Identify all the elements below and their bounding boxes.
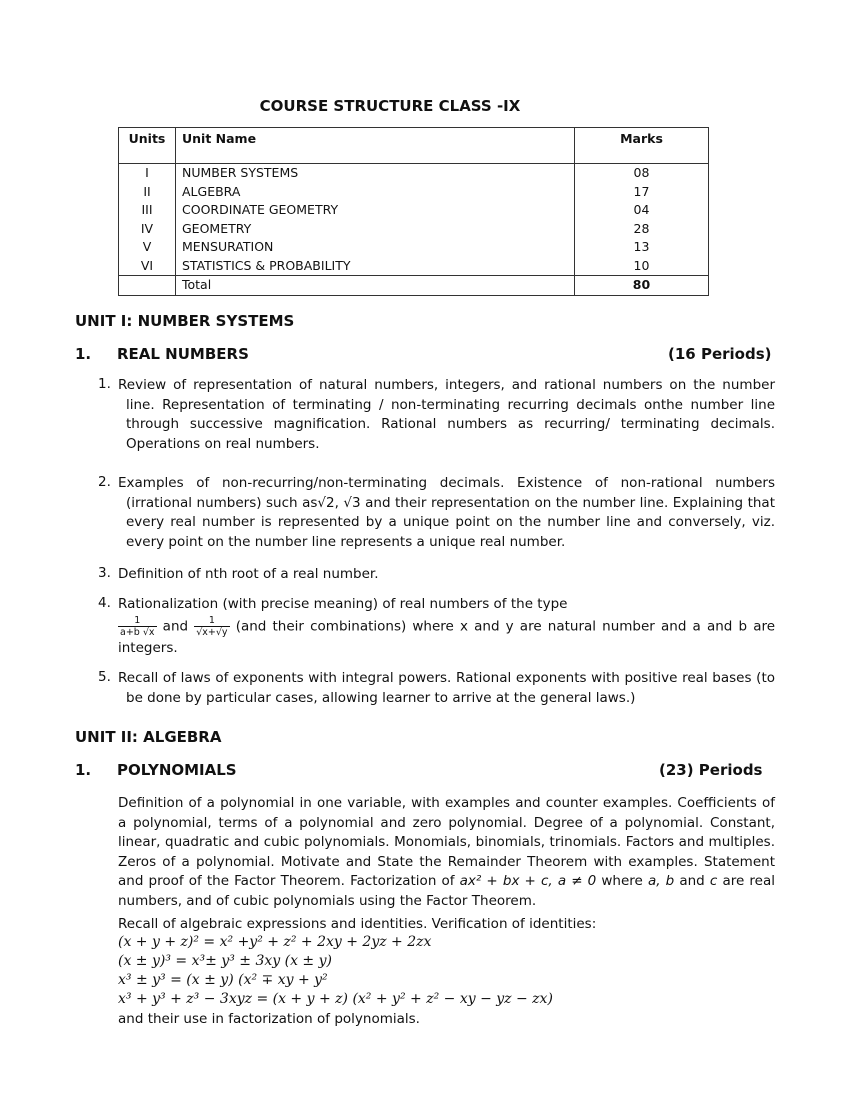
item-text: Recall of laws of exponents with integral powers. Rational exponents with positive real bases (to be done by particular cases, allowing learner to arrive at the general laws.) xyxy=(118,670,775,706)
marks-cell: 13 xyxy=(575,238,709,257)
item-text: Definition of nth root of a real number. xyxy=(118,566,379,582)
unit1-item-5 xyxy=(98,669,775,708)
unit2-section-number: 1. xyxy=(75,761,92,779)
root3: √3 xyxy=(343,494,361,511)
marks-cell: 28 xyxy=(575,220,709,239)
identities-recall: Recall of algebraic expressions and identities. Verification of identities: xyxy=(118,916,597,932)
item-number: 1. xyxy=(98,376,111,392)
table-row xyxy=(119,201,709,220)
unit-name-cell: GEOMETRY xyxy=(176,220,575,239)
closing-text: and their use in factorization of polynomials. xyxy=(118,1011,420,1027)
item-text xyxy=(118,474,775,552)
unit-cell: I xyxy=(119,164,176,183)
marks-cell: 08 xyxy=(575,164,709,183)
units-header: Units xyxy=(119,128,176,164)
unit-name-cell: NUMBER SYSTEMS xyxy=(176,164,575,183)
table-header-row xyxy=(119,128,709,164)
unit1-item-3 xyxy=(98,565,775,585)
unit-cell: VI xyxy=(119,257,176,276)
identity-2: (x ± y)³ = x³± y³ ± 3xy (x ± y) xyxy=(118,953,332,969)
item-number: 4. xyxy=(98,595,111,611)
table-total-row xyxy=(119,276,709,296)
table-row xyxy=(119,164,709,183)
unit1-item-2 xyxy=(98,474,775,552)
empty-cell xyxy=(119,276,176,296)
unit-name-cell: ALGEBRA xyxy=(176,183,575,202)
unit2-section-title: POLYNOMIALS xyxy=(117,761,237,779)
item-text-part: (and their combinations) where x and y are natural number and a and b are integers. xyxy=(118,618,776,656)
quadratic-expression: ax² + bx + c, a ≠ 0 xyxy=(459,873,597,889)
unit2-periods: (23) Periods xyxy=(659,761,763,779)
marks-cell: 10 xyxy=(575,257,709,276)
total-marks: 80 xyxy=(575,276,709,296)
unit-name-header: Unit Name xyxy=(176,128,575,164)
identity-1: (x + y + z)² = x² +y² + z² + 2xy + 2yz + 2zx xyxy=(118,934,432,950)
marks-cell: 04 xyxy=(575,201,709,220)
unit-cell: III xyxy=(119,201,176,220)
fraction-1: $\frac{1}{a+b √x}$ xyxy=(120,614,155,638)
table-row xyxy=(119,183,709,202)
separator: , xyxy=(334,494,339,511)
unit1-item-4 xyxy=(98,595,775,658)
page-title: COURSE STRUCTURE CLASS -IX xyxy=(259,97,521,115)
unit-name-cell: COORDINATE GEOMETRY xyxy=(176,201,575,220)
unit-name-cell: MENSURATION xyxy=(176,238,575,257)
unit-name-cell: STATISTICS & PROBABILITY xyxy=(176,257,575,276)
polynomial-definition: Definition of a polynomial in one variable, with examples and counter examples. Coefficients of a polynomial, terms of a polynomial and zero polynomial. Degree of a polynomial. Constant, linear, quadratic and cubic polynomials. Monomials, binomials, trinomials. Factors and multiples. Zeros of a polynomial. Motivate and State the Remainder Theorem with examples. Statement and proof of the Factor Theorem. Factorization of ax² + bx + c, a ≠ 0 where a, b and c are real numbers, and of cubic polynomials using the Factor Theorem. xyxy=(118,795,775,909)
unit2-heading: UNIT II: ALGEBRA xyxy=(75,728,222,746)
identity-4: x³ + y³ + z³ − 3xyz = (x + y + z) (x² + y² + z² − xy − yz − zx) xyxy=(118,991,553,1007)
unit-cell: IV xyxy=(119,220,176,239)
item-text-part: and their representation on the number line. Explaining that every real number is represented by a unique point on the number line and conversely, viz. every point on the number line represents a unique real number. xyxy=(126,494,775,550)
table-row xyxy=(119,220,709,239)
item-text-part: Examples of non-recurring/non-terminating decimals. Existence of non-rational numbers (irrational numbers) such as xyxy=(118,475,775,511)
total-label: Total xyxy=(176,276,575,296)
item-number: 5. xyxy=(98,669,111,685)
table-row xyxy=(119,238,709,257)
fraction-2: $\frac{1}{√x+√y}$ xyxy=(196,614,228,638)
item-text: Review of representation of natural numbers, integers, and rational numbers on the number line. Representation of terminating / non-terminating recurring decimals onthe number line through successive magnification. Rational numbers as recurring/ terminating decimals. Operations on real numbers. xyxy=(118,377,775,452)
marks-cell: 17 xyxy=(575,183,709,202)
root2: √2 xyxy=(317,494,335,511)
item-number: 3. xyxy=(98,565,111,581)
and-text: and xyxy=(162,618,189,634)
unit-cell: V xyxy=(119,238,176,257)
unit1-section-number: 1. xyxy=(75,345,92,363)
unit-cell: II xyxy=(119,183,176,202)
item-number: 2. xyxy=(98,474,111,490)
unit1-periods: (16 Periods) xyxy=(668,345,772,363)
course-structure-table xyxy=(118,127,709,296)
unit1-item-1 xyxy=(98,376,775,454)
item-text-part: Rationalization (with precise meaning) of real numbers of the type xyxy=(118,596,568,612)
item-text xyxy=(118,595,775,658)
marks-header: Marks xyxy=(575,128,709,164)
unit1-heading: UNIT I: NUMBER SYSTEMS xyxy=(75,312,295,330)
unit1-section-title: REAL NUMBERS xyxy=(117,345,249,363)
table-row xyxy=(119,257,709,276)
identity-3: x³ ± y³ = (x ± y) (x² ∓ xy + y² xyxy=(118,972,328,988)
